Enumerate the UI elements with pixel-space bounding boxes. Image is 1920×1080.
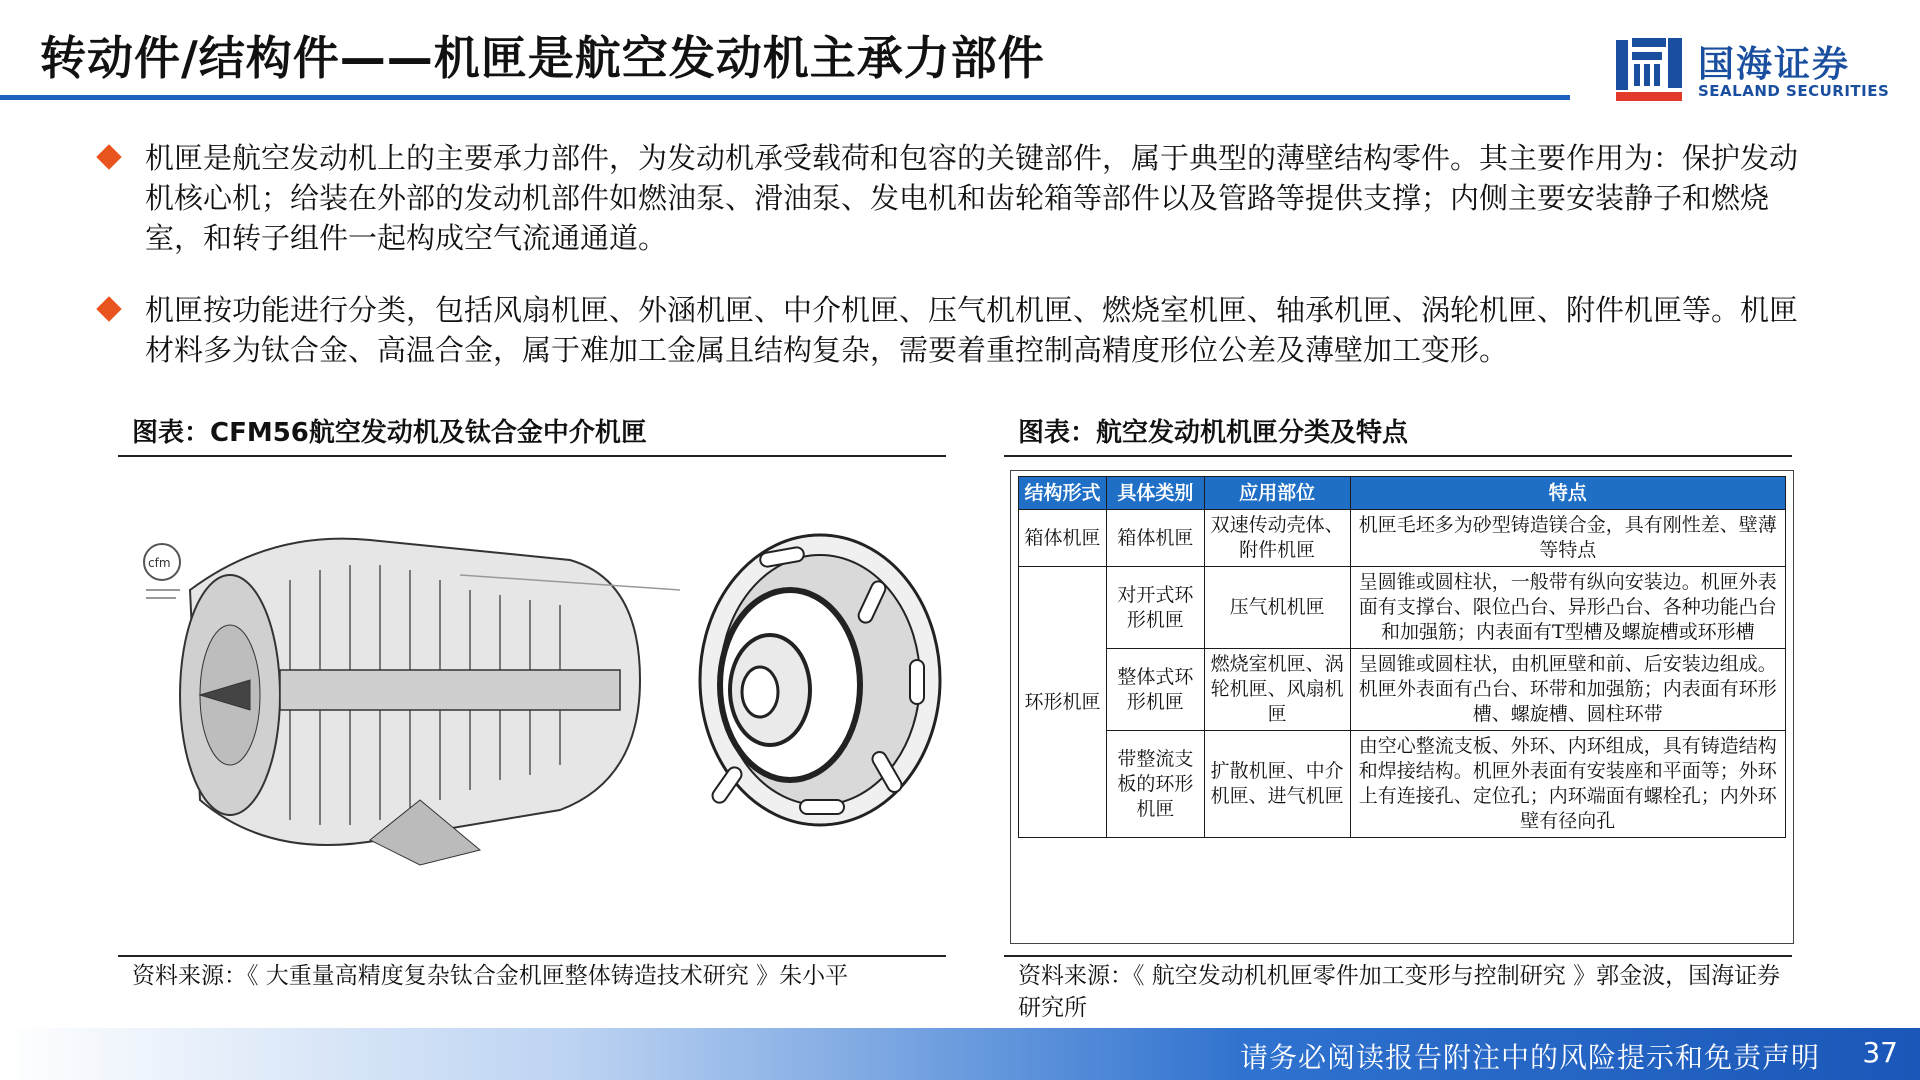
company-logo xyxy=(1612,34,1890,106)
cell-type: 对开式环形机匣 xyxy=(1106,567,1204,649)
cell-form: 箱体机匣 xyxy=(1019,510,1107,567)
title-underline xyxy=(0,95,1570,100)
cell-type: 整体式环形机匣 xyxy=(1106,649,1204,731)
left-figure-bottom-rule xyxy=(118,955,946,957)
table-row xyxy=(1019,731,1786,838)
right-figure-source: 资料来源：《 航空发动机机匣零件加工变形与控制研究 》郭金波，国海证券研究所 xyxy=(1018,963,1781,1021)
cfm-logo-text: cfm xyxy=(148,556,171,570)
table-row xyxy=(1019,567,1786,649)
bullet-text: 机匣是航空发动机上的主要承力部件，为发动机承受载荷和包容的关键部件，属于典型的薄壁结构零件。其主要作用为：保护发动机核心机；给装在外部的发动机部件如燃油泵、滑油泵、发电机和齿轮箱等部件以及管路等提供支撑；内侧主要安装静子和燃烧室，和转子组件一起构成空气流通通道。 xyxy=(145,141,1799,255)
page-title: 转动件/结构件——机匣是航空发动机主承力部件 xyxy=(40,31,1045,85)
logo-chinese-name: 国海证券 xyxy=(1698,44,1851,85)
table-row xyxy=(1019,510,1786,567)
left-figure-source: 资料来源：《 大重量高精度复杂钛合金机匣整体铸造技术研究 》朱小平 xyxy=(132,963,849,989)
table-row xyxy=(1019,649,1786,731)
cell-feature: 由空心整流支板、外环、内环组成，具有铸造结构和焊接结构。机匣外表面有安装座和平面等；外环上有连接孔、定位孔；内环端面有螺栓孔；内外环壁有径向孔 xyxy=(1350,731,1785,838)
sealand-logo-icon xyxy=(1612,34,1688,104)
cell-location: 扩散机匣、中介机匣、进气机匣 xyxy=(1204,731,1350,838)
header-specific-type: 具体类别 xyxy=(1106,477,1204,510)
footer-bar xyxy=(0,1028,1920,1080)
diamond-bullet-icon xyxy=(96,296,121,321)
diamond-bullet-icon xyxy=(96,144,121,169)
header-application: 应用部位 xyxy=(1204,477,1350,510)
cell-form: 环形机匣 xyxy=(1019,567,1107,838)
header-features: 特点 xyxy=(1350,477,1785,510)
casing-classification-table xyxy=(1018,476,1786,838)
logo-english-name: SEALAND SECURITIES xyxy=(1698,82,1890,100)
intermediate-casing-drawing xyxy=(700,535,940,825)
cell-feature: 机匣毛坯多为砂型铸造镁合金，具有刚性差、壁薄等特点 xyxy=(1350,510,1785,567)
cfm-logo-icon xyxy=(144,544,180,598)
cell-type: 带整流支板的环形机匣 xyxy=(1106,731,1204,838)
right-figure-title: 图表：航空发动机机匣分类及特点 xyxy=(1018,418,1409,448)
table-header-row xyxy=(1019,477,1786,510)
cell-feature: 呈圆锥或圆柱状，一般带有纵向安装边。机匣外表面有支撑台、限位凸台、异形凸台、各种功能凸台和加强筋；内表面有T型槽及螺旋槽或环形槽 xyxy=(1350,567,1785,649)
right-figure-bottom-rule xyxy=(1004,955,1792,957)
engine-illustration xyxy=(120,520,970,880)
cfm56-engine-drawing xyxy=(180,539,640,865)
bullet-text: 机匣按功能进行分类，包括风扇机匣、外涵机匣、中介机匣、压气机机匣、燃烧室机匣、轴承机匣、涡轮机匣、附件机匣等。机匣材料多为钛合金、高温合金，属于难加工金属且结构复杂，需要着重控制高精度形位公差及薄壁加工变形。 xyxy=(145,293,1799,367)
page-number: 37 xyxy=(1862,1036,1898,1069)
cell-location: 双速传动壳体、附件机匣 xyxy=(1204,510,1350,567)
right-figure-top-rule xyxy=(1004,455,1792,457)
cell-feature: 呈圆锥或圆柱状，由机匣壁和前、后安装边组成。机匣外表面有凸台、环带和加强筋；内表面有环形槽、螺旋槽、圆柱环带 xyxy=(1350,649,1785,731)
left-figure-title: 图表：CFM56航空发动机及钛合金中介机匣 xyxy=(132,418,647,448)
cell-location: 压气机机匣 xyxy=(1204,567,1350,649)
cell-type: 箱体机匣 xyxy=(1106,510,1204,567)
header-structure-form: 结构形式 xyxy=(1019,477,1107,510)
disclaimer-text: 请务必阅读报告附注中的风险提示和免责声明 xyxy=(1239,1041,1820,1074)
cell-location: 燃烧室机匣、涡轮机匣、风扇机匣 xyxy=(1204,649,1350,731)
left-figure-top-rule xyxy=(118,455,946,457)
